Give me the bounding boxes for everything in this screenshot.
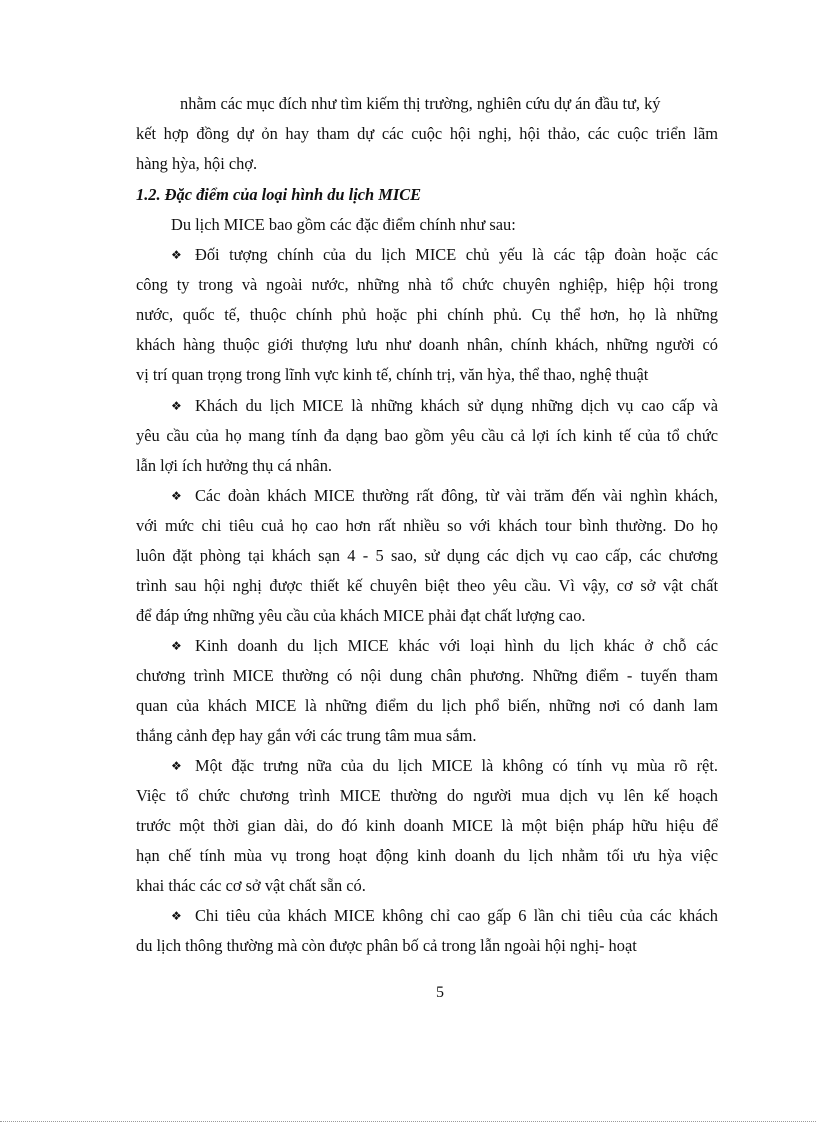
bullet-3-line-1: ❖ Các đoàn khách MICE thường rất đông, từ vài trăm đến vài nghìn khách, xyxy=(171,486,718,505)
section-heading: 1.2. Đặc điểm của loại hình du lịch MICE xyxy=(136,185,422,204)
bullet-2-line-3: lẫn lợi ích hưởng thụ cá nhân. xyxy=(136,456,332,475)
bullet-5-line-1: ❖ Một đặc trưng nữa của du lịch MICE là không có tính vụ mùa rõ rệt. xyxy=(171,756,718,775)
intro-line-2: kết hợp đồng dự ỏn hay tham dự các cuộc hội nghị, hội thảo, các cuộc triển lãm xyxy=(136,124,718,143)
diamond-bullet-icon: ❖ xyxy=(171,248,182,262)
bullet-6-line-1: ❖ Chi tiêu của khách MICE không chỉ cao gấp 6 lần chi tiêu của các khách xyxy=(171,906,718,925)
bullet-4-line-4: thắng cảnh đẹp hay gắn với các trung tâm mua sắm. xyxy=(136,726,477,745)
section-intro: Du lịch MICE bao gồm các đặc điểm chính như sau: xyxy=(171,215,516,234)
diamond-bullet-icon: ❖ xyxy=(171,909,182,923)
diamond-bullet-icon: ❖ xyxy=(171,399,182,413)
bullet-3-line-5: để đáp ứng những yêu cầu của khách MICE phải đạt chất lượng cao. xyxy=(136,606,586,625)
bullet-1-line-3: nước, quốc tế, thuộc chính phủ hoặc phi chính phủ. Cụ thể hơn, họ là những xyxy=(136,305,718,324)
bullet-5-line-2: Việc tổ chức chương trình MICE thường do người mua dịch vụ lên kế hoạch xyxy=(136,786,718,805)
bullet-1-line-4: khách hàng thuộc giới thượng lưu như doanh nhân, chính khách, những người có xyxy=(136,335,718,354)
bullet-3-line-3: luôn đặt phòng tại khách sạn 4 - 5 sao, sử dụng các dịch vụ cao cấp, các chương xyxy=(136,546,718,565)
bullet-1-line-5: vị trí quan trọng trong lĩnh vực kinh tế, chính trị, văn hỳa, thể thao, nghệ thuật xyxy=(136,365,649,384)
bullet-2-line-1: ❖ Khách du lịch MICE là những khách sử dụng những dịch vụ cao cấp và xyxy=(171,396,718,415)
page-number: 5 xyxy=(436,984,444,1001)
diamond-bullet-icon: ❖ xyxy=(171,489,182,503)
bullet-1-line-2: công ty trong và ngoài nước, những nhà tổ chức chuyên nghiệp, hiệp hội trong xyxy=(136,275,718,294)
bullet-4-line-1: ❖ Kinh doanh du lịch MICE khác với loại hình du lịch khác ở chỗ các xyxy=(171,636,718,655)
bullet-4-line-2: chương trình MICE thường có nội dung chân phương. Những điểm - tuyến tham xyxy=(136,666,718,685)
intro-line-1: nhằm các mục đích như tìm kiếm thị trường, nghiên cứu dự án đầu tư, ký xyxy=(180,94,661,113)
bullet-5-line-4: hạn chế tính mùa vụ trong hoạt động kinh doanh du lịch nhằm tối ưu hỳa việc xyxy=(136,846,718,865)
bullet-4-line-3: quan của khách MICE là những điểm du lịch phổ biến, những nơi có danh lam xyxy=(136,696,718,715)
bullet-5-line-3: trước một thời gian dài, do đó kinh doanh MICE là một biện pháp hữu hiệu để xyxy=(136,816,718,835)
bullet-2-line-2: yêu cầu của họ mang tính đa dạng bao gồm yêu cầu cả lợi ích kinh tế của tổ chức xyxy=(136,426,718,445)
bullet-3-line-4: trình sau hội nghị được thiết kế chuyên biệt theo yêu cầu. Vì vậy, cơ sở vật chất xyxy=(136,576,718,595)
bullet-3-line-2: với mức chi tiêu cuả họ cao hơn rất nhiều so với khách tour bình thường. Do họ xyxy=(136,516,718,535)
intro-line-3: hàng hỳa, hội chợ. xyxy=(136,154,258,173)
bullet-5-line-5: khai thác các cơ sở vật chất sẵn có. xyxy=(136,876,366,895)
bullet-1-line-1: ❖ Đối tượng chính của du lịch MICE chủ yếu là các tập đoàn hoặc các xyxy=(171,245,718,264)
page-footer-divider xyxy=(0,1121,816,1122)
bullet-6-line-2: du lịch thông thường mà còn được phân bố cả trong lẫn ngoài hội nghị- hoạt xyxy=(136,936,637,955)
diamond-bullet-icon: ❖ xyxy=(171,759,182,773)
diamond-bullet-icon: ❖ xyxy=(171,639,182,653)
